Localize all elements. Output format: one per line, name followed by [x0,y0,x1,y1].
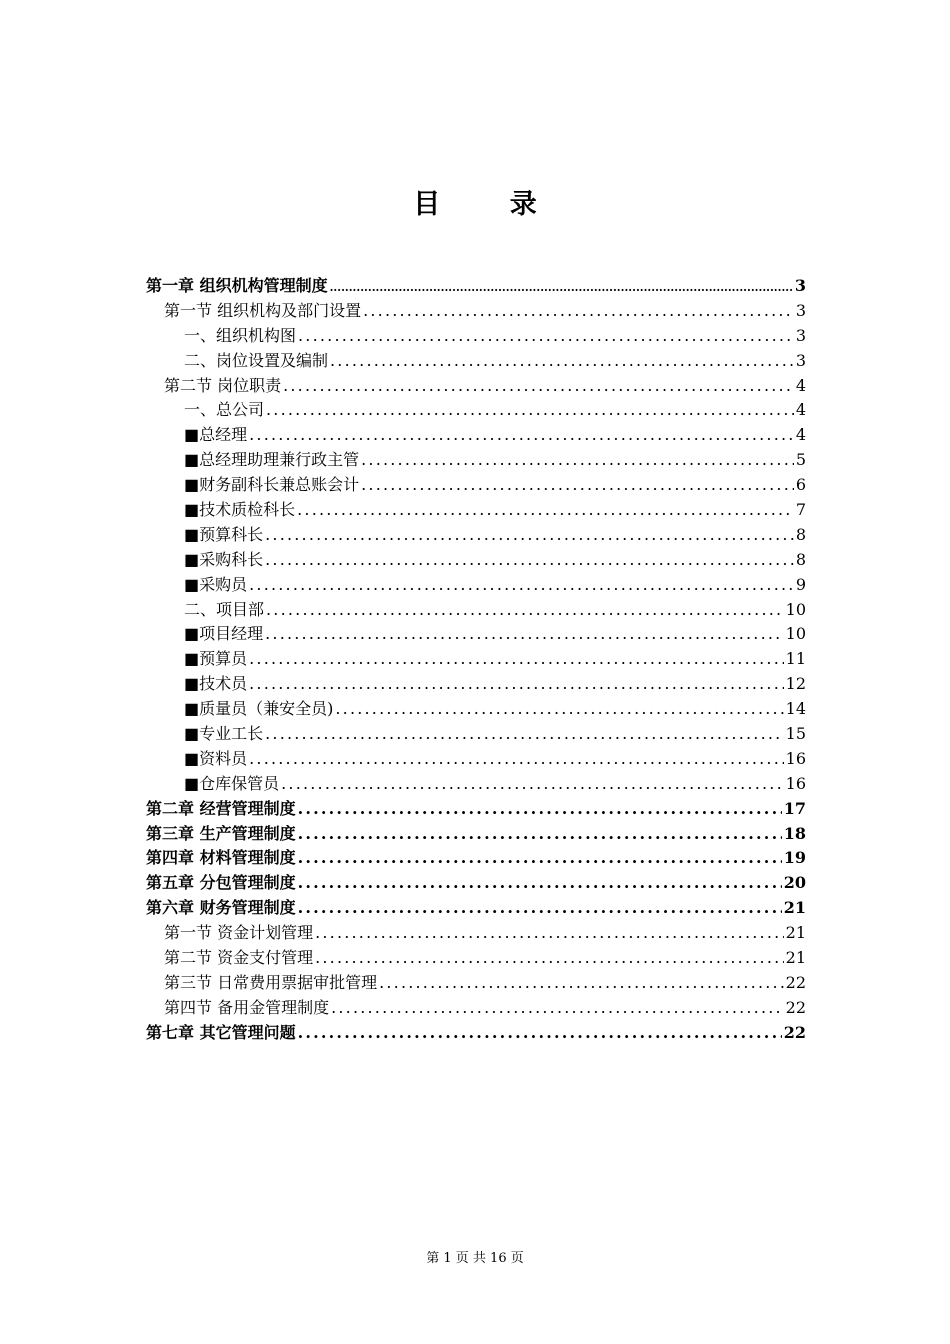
toc-dot-leader [298,846,782,871]
toc-entry-label: 第四章 材料管理制度 [146,848,296,868]
toc-entry-label: 第一节 资金计划管理 [164,923,314,943]
toc-entry-label: ■质量员（兼安全员) [184,699,334,719]
toc-entry[interactable] [146,448,806,473]
toc-entry[interactable] [146,797,806,822]
toc-entry-label: 第一节 组织机构及部门设置 [164,300,362,320]
toc-dot-leader [361,473,794,498]
toc-entry-label: ■专业工长 [184,724,264,744]
toc-entry-page-number: 9 [795,574,806,594]
toc-dot-leader [298,797,782,822]
toc-entry[interactable] [146,697,806,722]
toc-entry[interactable] [146,598,806,623]
toc-entry[interactable] [146,324,806,349]
toc-dot-leader [363,299,794,324]
toc-entry-label: 第一章 组织机构管理制度 [146,276,328,295]
toc-dot-leader [315,946,784,971]
toc-dot-leader [265,548,794,573]
toc-entry[interactable] [146,747,806,772]
toc-dot-leader [335,697,783,722]
toc-entry-label: 第五章 分包管理制度 [146,873,296,893]
toc-entry[interactable] [146,473,806,498]
toc-dot-leader [249,747,784,772]
toc-entry-label: ■总经理 [184,425,248,445]
toc-entry[interactable] [146,772,806,797]
toc-entry-label: 第三章 生产管理制度 [146,823,296,843]
toc-entry-page-number: 10 [785,624,806,644]
toc-entry[interactable] [146,622,806,647]
toc-entry-page-number: 10 [785,599,806,619]
toc-entry-label: ■项目经理 [184,624,264,644]
toc-entry-page-number: 22 [783,1022,806,1042]
toc-entry-label: 第七章 其它管理问题 [146,1022,296,1042]
toc-entry-page-number: 22 [785,972,806,992]
toc-entry[interactable] [146,946,806,971]
toc-dot-leader [331,996,784,1021]
toc-dot-leader [266,398,794,423]
toc-entry-page-number: 22 [785,997,806,1017]
toc-entry-label: ■预算员 [184,649,248,669]
page-title: 目 录 [413,189,567,220]
toc-entry[interactable] [146,822,806,847]
toc-entry[interactable] [146,523,806,548]
toc-entry-label: 第六章 财务管理制度 [146,898,296,918]
toc-dot-leader [265,622,784,647]
toc-dot-leader [315,921,784,946]
toc-dot-leader [249,573,794,598]
toc-dot-leader [281,772,784,797]
toc-dot-leader [266,598,784,623]
page-footer: 第 1 页 共 16 页 [426,1251,524,1266]
toc-dot-leader [361,448,794,473]
toc-entry-page-number: 16 [785,773,806,793]
toc-entry-page-number: 8 [795,524,806,544]
toc-dot-leader [249,647,784,672]
toc-entry-page-number: 4 [795,425,806,445]
toc-entry-page-number: 12 [785,674,806,694]
toc-entry-label: ■仓库保管员 [184,773,280,793]
toc-entry-page-number: 14 [785,699,806,719]
toc-entry-label: ■技术员 [184,674,248,694]
toc-entry-page-number: 11 [785,649,806,669]
toc-entry[interactable] [146,299,806,324]
toc-entry-page-number: 6 [795,475,806,495]
toc-dot-leader [298,822,782,847]
toc-entry-page-number: 21 [785,923,806,943]
toc-dot-leader [249,423,794,448]
toc-entry-page-number: 5 [795,450,806,470]
toc-entry[interactable] [146,896,806,921]
toc-dot-leader [298,871,782,896]
toc-entry[interactable] [146,423,806,448]
toc-entry[interactable] [146,846,806,871]
toc-dot-leader [330,276,793,301]
toc-entry-page-number: 8 [795,549,806,569]
toc-entry-page-number: 20 [783,873,806,893]
toc-entry-page-number: 16 [785,748,806,768]
toc-entry-page-number: 18 [783,823,806,843]
toc-dot-leader [297,498,794,523]
toc-entry-label: ■技术质检科长 [184,500,296,520]
toc-entry-label: 二、项目部 [184,599,265,619]
toc-entry-label: ■采购科长 [184,549,264,569]
toc-entry-label: 第二节 岗位职责 [164,375,282,395]
toc-entry[interactable] [146,1021,806,1046]
toc-dot-leader [298,1021,782,1046]
toc-dot-leader [298,324,794,349]
toc-entry-label: 一、总公司 [184,400,265,420]
toc-dot-leader [265,523,794,548]
toc-entry-label: 第二节 资金支付管理 [164,948,314,968]
toc-entry[interactable] [146,672,806,697]
toc-dot-leader [265,722,784,747]
toc-entry[interactable] [146,498,806,523]
toc-entry[interactable] [146,349,806,374]
toc-dot-leader [330,349,794,374]
toc-entry-label: 第四节 备用金管理制度 [164,997,330,1017]
toc-dot-leader [379,971,784,996]
toc-entry[interactable] [146,871,806,896]
toc-entry-page-number: 15 [785,724,806,744]
toc-entry[interactable] [146,398,806,423]
toc-entry-label: ■采购员 [184,574,248,594]
table-of-contents [146,274,806,1046]
toc-dot-leader [298,896,782,921]
toc-entry-page-number: 17 [783,798,806,818]
toc-entry[interactable] [146,274,806,299]
toc-entry-page-number: 19 [783,848,806,868]
toc-dot-leader [283,374,794,399]
toc-entry-label: 二、岗位设置及编制 [184,350,329,370]
toc-entry-page-number: 3 [795,300,806,320]
toc-entry-label: ■预算科长 [184,524,264,544]
toc-entry-label: 第三节 日常费用票据审批管理 [164,972,378,992]
toc-entry[interactable] [146,722,806,747]
toc-entry[interactable] [146,548,806,573]
toc-entry-page-number: 4 [795,400,806,420]
toc-entry-label: 第二章 经营管理制度 [146,798,296,818]
toc-entry-label: ■总经理助理兼行政主管 [184,450,360,470]
toc-entry-page-number: 21 [783,898,806,918]
toc-entry-page-number: 7 [795,500,806,520]
toc-entry-page-number: 3 [794,276,806,295]
toc-entry[interactable] [146,573,806,598]
toc-entry[interactable] [146,374,806,399]
toc-entry-label: ■资料员 [184,748,248,768]
toc-entry-page-number: 4 [795,375,806,395]
toc-entry-page-number: 21 [785,948,806,968]
toc-entry-page-number: 3 [795,350,806,370]
toc-entry-label: ■财务副科长兼总账会计 [184,475,360,495]
toc-entry[interactable] [146,647,806,672]
toc-entry[interactable] [146,971,806,996]
toc-entry-label: 一、组织机构图 [184,325,297,345]
toc-entry[interactable] [146,921,806,946]
toc-entry[interactable] [146,996,806,1021]
toc-entry-page-number: 3 [795,325,806,345]
toc-dot-leader [249,672,784,697]
